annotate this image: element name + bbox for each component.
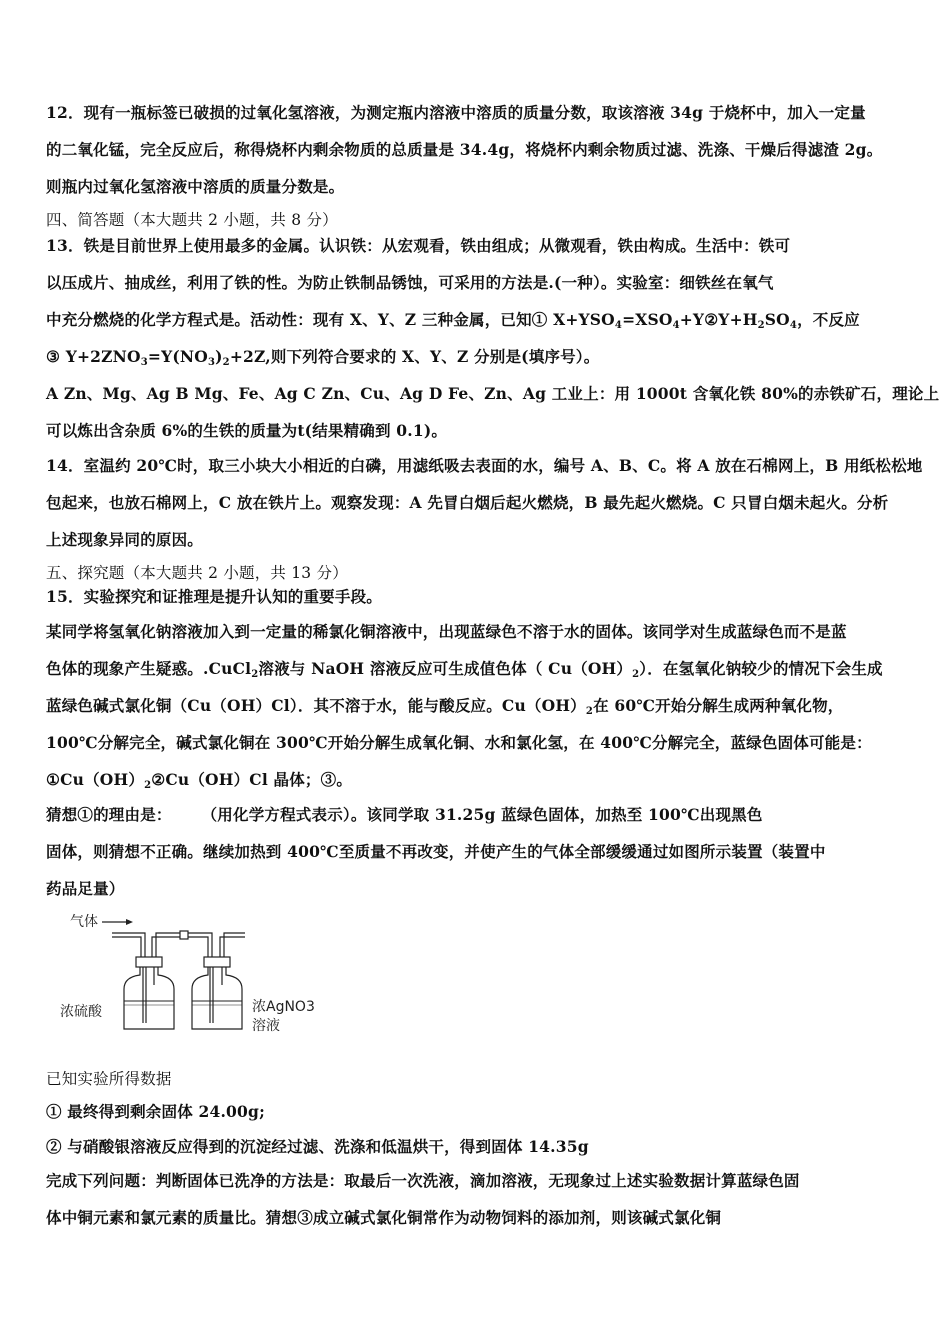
data-heading: 已知实验所得数据: [46, 1070, 172, 1088]
q13-line-6: 可以炼出含杂质 6%的生铁的质量为t(结果精确到 0.1)。: [46, 421, 448, 440]
q14-line-3: 上述现象异同的原因。: [46, 530, 204, 549]
data-item-1: ① 最终得到剩余固体 24.00g;: [46, 1102, 265, 1121]
q12-line-3: 则瓶内过氧化氢溶液中溶质的质量分数是。: [46, 177, 345, 196]
q15-line-2: 某同学将氢氧化钠溶液加入到一定量的稀氯化铜溶液中，出现蓝绿色不溶于水的固体。该同学对生成蓝绿色而不是蓝: [46, 622, 847, 641]
section-4-heading: 四、简答题（本大题共 2 小题，共 8 分）: [46, 211, 338, 229]
q13-line-2: 以压成片、抽成丝，利用了铁的性。为防止铁制品锈蚀，可采用的方法是.(一种）。实验室：细铁丝在氧气: [46, 273, 774, 292]
q15-line-4: 蓝绿色碱式氯化铜（Cu（OH）Cl）．其不溶于水，能与酸反应。$Cu(OH)_2$在 60℃开始分解生成两种氧化物，: [46, 696, 844, 717]
right-bottle-label-2: 溶液: [252, 1018, 280, 1034]
q13-line-1: 13．铁是目前世界上使用最多的金属。认识铁：从宏观看，铁由组成；从微观看，铁由构成。生活中：铁可: [46, 236, 791, 255]
q15-line-7: 猜想①的理由是： （用化学方程式表示）。该同学取 31.25g 蓝绿色固体，加热至 100℃出现黑色: [46, 805, 763, 824]
section-5-heading: 五、探究题（本大题共 2 小题，共 13 分）: [46, 564, 348, 582]
data-question-line-2: 体中铜元素和氯元素的质量比。猜想③成立碱式氯化铜常作为动物饲料的添加剂，则该碱式氯化铜: [46, 1208, 722, 1227]
q12-line-1: 12．现有一瓶标签已破损的过氧化氢溶液，为测定瓶内溶液中溶质的质量分数，取该溶液 34g 于烧杯中，加入一定量: [46, 103, 866, 122]
left-wash-bottle: [124, 957, 174, 1029]
gas-label: 气体: [70, 914, 98, 930]
q13-line-5: A Zn、Mg、Ag B Mg、Fe、Ag C Zn、Cu、Ag D Fe、Zn、Ag 工业上：用 1000t 含氧化铁 80%的赤铁矿石，理论上: [46, 384, 940, 403]
q15-line-3: 色体的现象产生疑惑。.CuCl$_2$溶液与 NaOH 溶液反应可生成值色体（ $Cu(OH)_2$）．在氢氧化钠较少的情况下会生成: [46, 659, 883, 680]
apparatus-diagram: [60, 905, 340, 1045]
q15-line-6: $①Cu(OH)_2②Cu(OH)Cl$ 晶体；③。: [46, 770, 353, 791]
q15-line-8: 固体，则猜想不正确。继续加热到 400℃至质量不再改变，并使产生的气体全部缓缓通过如图所示装置（装置中: [46, 842, 826, 861]
data-question-line-1: 完成下列问题：判断固体已洗净的方法是：取最后一次洗液，滴加溶液，无现象过上述实验数据计算蓝绿色固: [46, 1171, 800, 1190]
right-bottle-label-1: 浓AgNO3: [252, 999, 315, 1015]
data-item-2: ② 与硝酸银溶液反应得到的沉淀经过滤、洗涤和低温烘干，得到固体 14.35g: [46, 1137, 589, 1156]
right-wash-bottle: [192, 957, 242, 1029]
q13-line-3: 中充分燃烧的化学方程式是。活动性：现有 X、Y、Z 三种金属，已知① $X+YSO_4=XSO_4+Y②Y+H_2SO_4$，不反应: [46, 310, 860, 331]
q14-line-2: 包起来，也放石棉网上，C 放在铁片上。观察发现：A 先冒白烟后起火燃烧，B 最先起火燃烧。C 只冒白烟未起火。分析: [46, 493, 889, 512]
q14-line-1: 14．室温约 20℃时，取三小块大小相近的白磷，用滤纸吸去表面的水，编号 A、B、C。将 A 放在石棉网上，B 用纸松松地: [46, 456, 923, 475]
gas-inlet-arrow-icon: [102, 919, 133, 925]
q15-line-5: 100℃分解完全，碱式氯化铜在 300℃开始分解生成氧化铜、水和氯化氢，在 400℃分解完全，蓝绿色固体可能是：: [46, 733, 872, 752]
q15-line-9: 药品足量）: [46, 879, 125, 898]
connecting-tubes: [112, 931, 245, 957]
left-bottle-label: 浓硫酸: [60, 1004, 102, 1020]
q12-line-2: 的二氧化锰，完全反应后，称得烧杯内剩余物质的总质量是 34.4g，将烧杯内剩余物质过滤、洗涤、干燥后得滤渣 2g。: [46, 140, 883, 159]
q13-line-4: ③ $Y+2ZNO_3=Y(NO_3)_2+2Z$,则下列符合要求的 X、Y、Z 分别是(填序号）。: [46, 347, 600, 368]
q15-line-1: 15．实验探究和证推理是提升认知的重要手段。: [46, 587, 382, 606]
